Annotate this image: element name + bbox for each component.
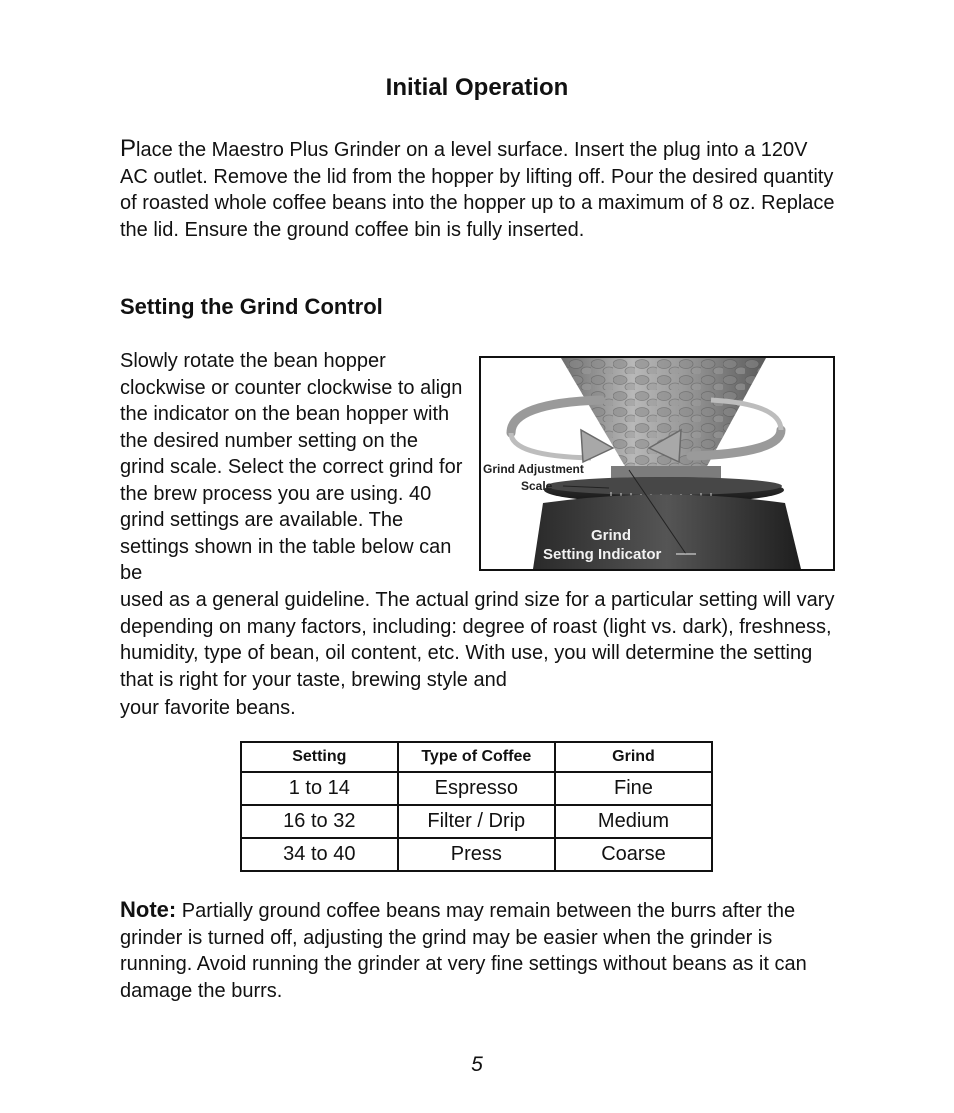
- table-cell: Filter / Drip: [398, 805, 555, 838]
- table-row: [241, 838, 712, 871]
- page-number: 5: [471, 1053, 483, 1076]
- label-setting-indicator: Setting Indicator: [543, 546, 662, 563]
- table-header-setting: Setting: [241, 742, 398, 772]
- grind-text-last-line: your favorite beans.: [120, 697, 296, 719]
- table-cell: 16 to 32: [241, 805, 398, 838]
- table-cell: Fine: [555, 772, 712, 805]
- table-row: [241, 772, 712, 805]
- table-cell: Espresso: [398, 772, 555, 805]
- grind-settings-table: [240, 741, 713, 872]
- table-cell: 34 to 40: [241, 838, 398, 871]
- table-cell: 1 to 14: [241, 772, 398, 805]
- grind-paragraph-beside-image: Slowly rotate the bean hopper clockwise or counter clockwise to align the indicator on the bean hopper with the desired number setting on the grind scale. Select the correct grind for the brew process you are using. 40 grind settings are available. The settings shown in the table below can be: [120, 350, 463, 584]
- note-paragraph: [120, 897, 840, 1004]
- section-title-grind-control: Setting the Grind Control: [120, 294, 383, 319]
- intro-text: lace the Maestro Plus Grinder on a level surface. Insert the plug into a 120V AC outlet. Remove the lid from the hopper by lifting off. Pour the desired quantity of roasted whole coffee beans into the hopper up to a maximum of 8 oz. Replace the lid. Ensure the ground coffee bin is fully inserted.: [120, 139, 835, 241]
- note-label: Note:: [120, 897, 177, 922]
- table-cell: Press: [398, 838, 555, 871]
- table-header-type-of-coffee: Type of Coffee: [398, 742, 555, 772]
- label-grind: Grind: [591, 527, 631, 544]
- label-grind-adjustment-scale: Grind Adjustment: [483, 462, 584, 476]
- grind-paragraph-continued: [120, 587, 840, 722]
- label-scale: Scale: [521, 479, 553, 493]
- intro-drop-letter: P: [120, 135, 137, 162]
- table-cell: Medium: [555, 805, 712, 838]
- table-header-row: [241, 742, 712, 772]
- intro-paragraph: [120, 136, 835, 243]
- table-cell: Coarse: [555, 838, 712, 871]
- table-header-grind: Grind: [555, 742, 712, 772]
- page-heading: Initial Operation: [385, 74, 569, 101]
- table-row: [241, 805, 712, 838]
- note-text: Partially ground coffee beans may remain between the burrs after the grinder is turned off, adjusting the grind may be easier when the grinder is running. Avoid running the grinder at very fine settings without beans as it can damage the burrs.: [120, 900, 807, 1002]
- grinder-illustration: [479, 356, 835, 571]
- grind-text-continued: used as a general guideline. The actual grind size for a particular setting will vary depending on many factors, including: degree of roast (light vs. dark), freshness, humidity, type of bean, oil content, etc. With use, you will determine the setting that is right for your taste, brewing style and: [120, 589, 835, 691]
